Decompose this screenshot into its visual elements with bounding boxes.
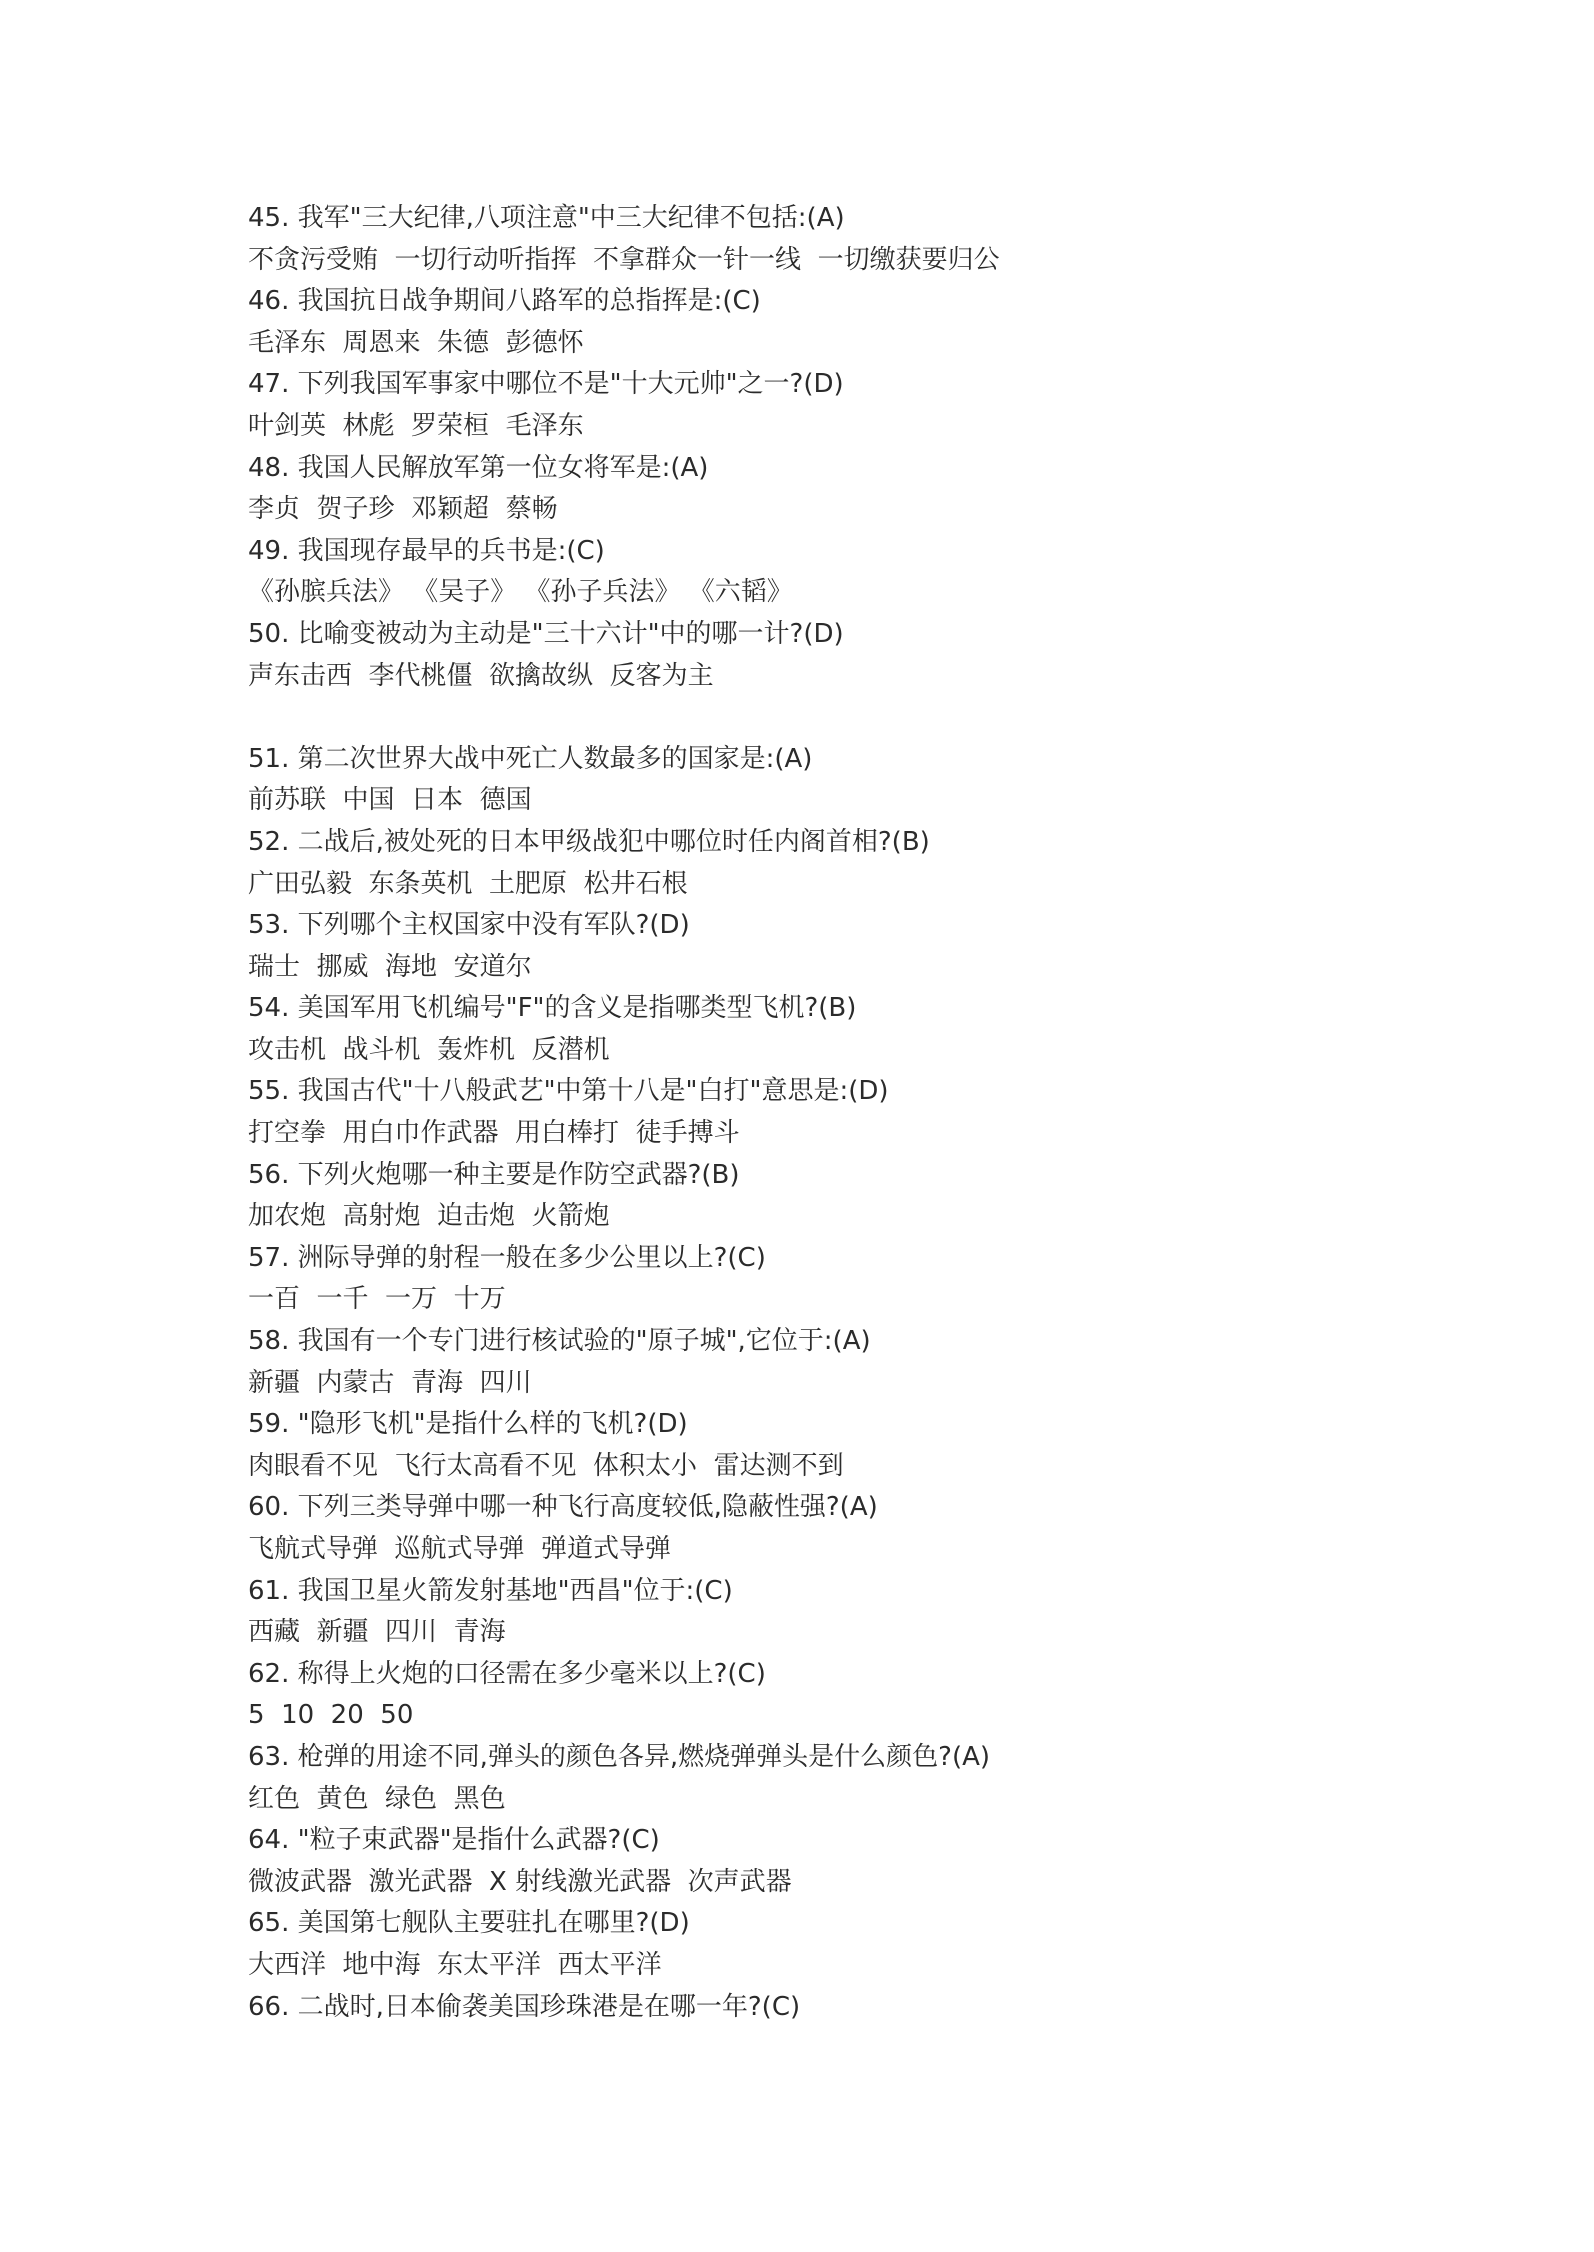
answer-options: 打空拳 用白巾作武器 用白棒打 徒手搏斗 [248,1118,740,1149]
answer-options: 微波武器 激光武器 X 射线激光武器 次声武器 [248,1866,792,1897]
answer-options: 前苏联 中国 日本 德国 [248,785,532,816]
answer-options: 加农炮 高射炮 迫击炮 火箭炮 [248,1201,610,1232]
question-text: 47. 下列我国军事家中哪位不是"十大元帅"之一?(D) [248,369,844,400]
question-text: 63. 枪弹的用途不同,弹头的颜色各异,燃烧弹弹头是什么颜色?(A) [248,1741,991,1772]
question-text: 56. 下列火炮哪一种主要是作防空武器?(B) [248,1159,740,1190]
section-gap [248,697,1448,739]
answer-options: 李贞 贺子珍 邓颖超 蔡畅 [248,494,558,525]
question-text: 59. "隐形飞机"是指什么样的飞机?(D) [248,1409,688,1440]
answer-options: 西藏 新疆 四川 青海 [248,1617,506,1648]
question-text: 57. 洲际导弹的射程一般在多少公里以上?(C) [248,1242,766,1273]
question-text: 61. 我国卫星火箭发射基地"西昌"位于:(C) [248,1575,733,1606]
question-text: 51. 第二次世界大战中死亡人数最多的国家是:(A) [248,743,813,774]
answer-options: 瑞士 挪威 海地 安道尔 [248,951,532,982]
answer-options: 《孙膑兵法》 《吴子》 《孙子兵法》 《六韬》 [248,577,793,608]
question-text: 55. 我国古代"十八般武艺"中第十八是"白打"意思是:(D) [248,1076,889,1107]
question-text: 50. 比喻变被动为主动是"三十六计"中的哪一计?(D) [248,618,844,649]
question-text: 54. 美国军用飞机编号"F"的含义是指哪类型飞机?(B) [248,993,857,1024]
question-text: 60. 下列三类导弹中哪一种飞行高度较低,隐蔽性强?(A) [248,1492,878,1523]
answer-options: 广田弘毅 东条英机 土肥原 松井石根 [248,868,688,899]
question-text: 45. 我军"三大纪律,八项注意"中三大纪律不包括:(A) [248,203,845,233]
answer-options: 不贪污受贿 一切行动听指挥 不拿群众一针一线 一切缴获要归公 [248,244,1000,275]
questions-45-50 [248,198,1448,697]
answer-options: 攻击机 战斗机 轰炸机 反潜机 [248,1034,610,1065]
answer-options: 毛泽东 周恩来 朱德 彭德怀 [248,327,584,358]
answer-options: 飞航式导弹 巡航式导弹 弹道式导弹 [248,1534,672,1564]
answer-options: 红色 黄色 绿色 黑色 [248,1783,506,1814]
answer-options: 大西洋 地中海 东太平洋 西太平洋 [248,1949,662,1980]
question-text: 49. 我国现存最早的兵书是:(C) [248,535,605,566]
question-text: 66. 二战时,日本偷袭美国珍珠港是在哪一年?(C) [248,1991,801,2022]
answer-options: 肉眼看不见 飞行太高看不见 体积太小 雷达测不到 [248,1450,844,1481]
question-text: 48. 我国人民解放军第一位女将军是:(A) [248,452,709,483]
question-list [248,198,1448,2028]
question-text: 65. 美国第七舰队主要驻扎在哪里?(D) [248,1908,690,1939]
question-text: 52. 二战后,被处死的日本甲级战犯中哪位时任内阁首相?(B) [248,826,930,857]
question-text: 53. 下列哪个主权国家中没有军队?(D) [248,910,690,941]
question-text: 46. 我国抗日战争期间八路军的总指挥是:(C) [248,286,761,317]
answer-options: 声东击西 李代桃僵 欲擒故纵 反客为主 [248,660,714,691]
answer-options: 一百 一千 一万 十万 [248,1284,506,1315]
question-text: 62. 称得上火炮的口径需在多少毫米以上?(C) [248,1658,766,1689]
answer-options: 新疆 内蒙古 青海 四川 [248,1367,532,1398]
answer-options: 叶剑英 林彪 罗荣桓 毛泽东 [248,410,584,441]
answer-options: 5 10 20 50 [248,1700,414,1731]
question-text: 64. "粒子束武器"是指什么武器?(C) [248,1825,660,1856]
questions-51-66 [248,739,1448,2028]
question-text: 58. 我国有一个专门进行核试验的"原子城",它位于:(A) [248,1326,871,1357]
